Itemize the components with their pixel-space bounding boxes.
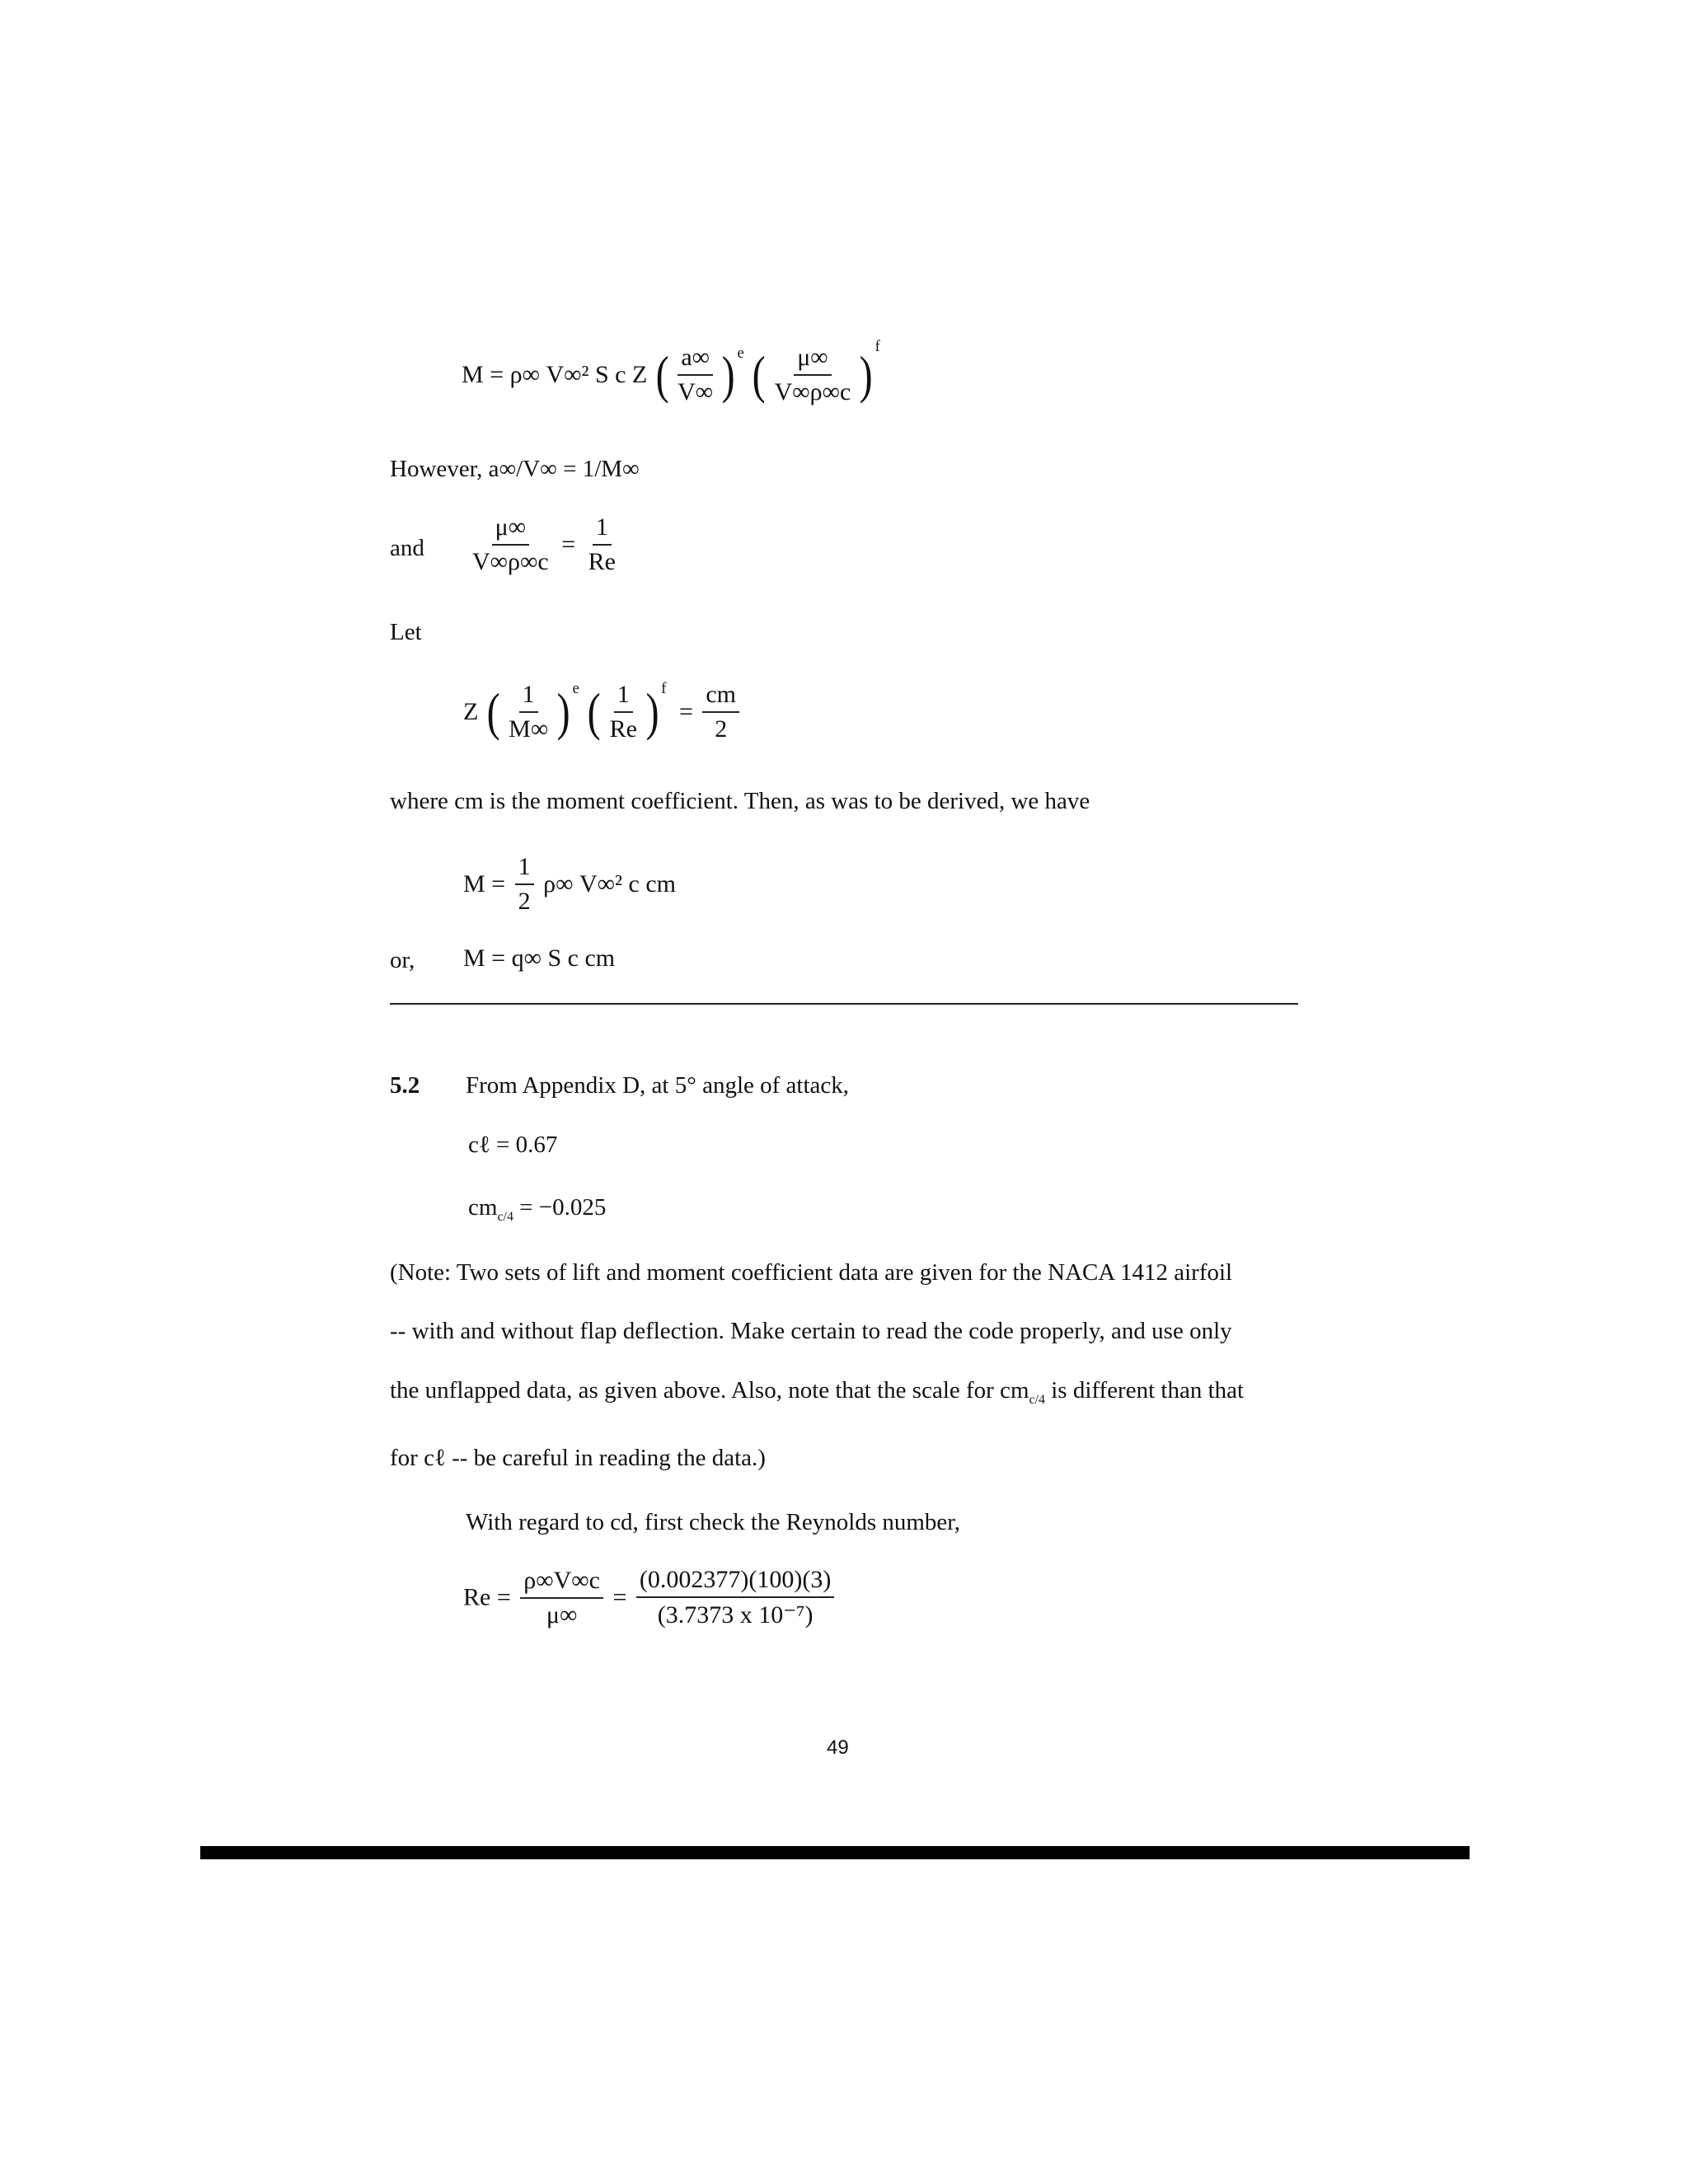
paren-open: ( bbox=[752, 345, 766, 405]
bottom-bar bbox=[200, 1846, 1470, 1859]
moment-coefficient-value bbox=[468, 1193, 606, 1225]
section-divider bbox=[390, 1003, 1298, 1005]
paren-close: ) bbox=[721, 345, 735, 405]
frac-den: μ∞ bbox=[546, 1601, 578, 1629]
frac-num: cm bbox=[702, 681, 739, 713]
moment-rhs: ρ∞ V∞² c cm bbox=[543, 870, 676, 898]
frac-den: 2 bbox=[715, 715, 728, 743]
cm-symbol: cm bbox=[468, 1194, 498, 1221]
inverse-re-fraction bbox=[607, 681, 640, 743]
paren-close: ) bbox=[556, 682, 570, 742]
exponent-f: f bbox=[874, 338, 880, 355]
where-line: where cm is the moment coefficient. Then, as was to be derived, we have bbox=[390, 788, 1090, 814]
let-label: Let bbox=[390, 619, 422, 645]
section-intro: From Appendix D, at 5° angle of attack, bbox=[466, 1072, 850, 1099]
note-line-3 bbox=[390, 1376, 1244, 1408]
equals-sign: = bbox=[678, 698, 693, 726]
exponent-e: e bbox=[572, 680, 579, 697]
frac-den: (3.7373 x 10⁻⁷) bbox=[657, 1601, 814, 1629]
reynolds-definition-equation bbox=[466, 513, 622, 576]
frac-den: Re bbox=[588, 548, 616, 575]
reynolds-equation bbox=[463, 1566, 837, 1629]
moment-lhs: M = bbox=[463, 870, 506, 898]
page-number: 49 bbox=[827, 1736, 849, 1759]
exponent-f: f bbox=[661, 680, 667, 697]
however-line: However, a∞/V∞ = 1/M∞ bbox=[390, 456, 640, 482]
mach-ratio-fraction bbox=[674, 344, 716, 406]
reynolds-intro: With regard to cd, first check the Reynolds number, bbox=[466, 1509, 961, 1535]
z-symbol: Z bbox=[463, 698, 479, 726]
moment-general-equation bbox=[462, 338, 880, 406]
frac-den: V∞ bbox=[678, 378, 714, 406]
paren-open: ( bbox=[655, 345, 669, 405]
note-line-2: -- with and without flap deflection. Make certain to read the code properly, and use only bbox=[390, 1318, 1232, 1344]
paren-open: ( bbox=[486, 682, 500, 742]
moment-q-equation: M = q∞ S c cm bbox=[463, 944, 616, 972]
paren-close: ) bbox=[645, 682, 659, 742]
note-cm-subscript: c/4 bbox=[1029, 1392, 1045, 1407]
moment-half-equation bbox=[463, 853, 676, 916]
rhs-fraction bbox=[585, 513, 619, 576]
frac-den: V∞ρ∞c bbox=[472, 548, 549, 575]
frac-num: a∞ bbox=[678, 344, 713, 376]
re-symbolic-fraction bbox=[520, 1567, 603, 1629]
note-line-3-start: the unflapped data, as given above. Also, note that the scale for bbox=[390, 1377, 994, 1404]
cm-over-two-fraction bbox=[702, 681, 739, 743]
viscosity-fraction bbox=[771, 344, 855, 406]
and-label: and bbox=[390, 535, 424, 561]
one-half-fraction bbox=[515, 853, 534, 916]
frac-den: 2 bbox=[518, 888, 531, 915]
inverse-mach-fraction bbox=[505, 681, 551, 743]
frac-den: M∞ bbox=[509, 715, 549, 743]
frac-num: 1 bbox=[519, 681, 538, 713]
paren-open: ( bbox=[587, 682, 601, 742]
note-line-1: (Note: Two sets of lift and moment coefficient data are given for the NACA 1412 airfoil bbox=[390, 1259, 1233, 1286]
or-label: or, bbox=[390, 947, 415, 973]
let-equation bbox=[463, 680, 743, 743]
cm-value: = −0.025 bbox=[519, 1194, 607, 1221]
re-lhs: Re = bbox=[463, 1583, 511, 1611]
equals-sign: = bbox=[561, 531, 576, 558]
frac-num: 1 bbox=[593, 513, 612, 546]
frac-num: μ∞ bbox=[794, 344, 831, 376]
exponent-e: e bbox=[737, 344, 744, 362]
frac-num: (0.002377)(100)(3) bbox=[636, 1566, 834, 1598]
frac-den: V∞ρ∞c bbox=[774, 378, 851, 406]
lift-coefficient-value: cℓ = 0.67 bbox=[468, 1132, 558, 1158]
moment-lhs: M = ρ∞ V∞² S c Z bbox=[462, 361, 648, 389]
paren-close: ) bbox=[859, 345, 873, 405]
section-number: 5.2 bbox=[390, 1072, 420, 1099]
frac-num: μ∞ bbox=[492, 513, 529, 546]
note-line-4: for cℓ -- be careful in reading the data.) bbox=[390, 1445, 766, 1471]
frac-den: Re bbox=[609, 715, 637, 743]
frac-num: ρ∞V∞c bbox=[520, 1567, 603, 1599]
frac-num: 1 bbox=[515, 853, 534, 885]
lhs-fraction bbox=[469, 513, 552, 576]
note-cm-symbol: cm bbox=[1000, 1377, 1029, 1404]
frac-num: 1 bbox=[614, 681, 633, 713]
re-numeric-fraction bbox=[636, 1566, 834, 1629]
cm-subscript: c/4 bbox=[497, 1209, 513, 1224]
equals-sign: = bbox=[612, 1583, 627, 1611]
note-line-3-end: is different than that bbox=[1051, 1377, 1245, 1404]
